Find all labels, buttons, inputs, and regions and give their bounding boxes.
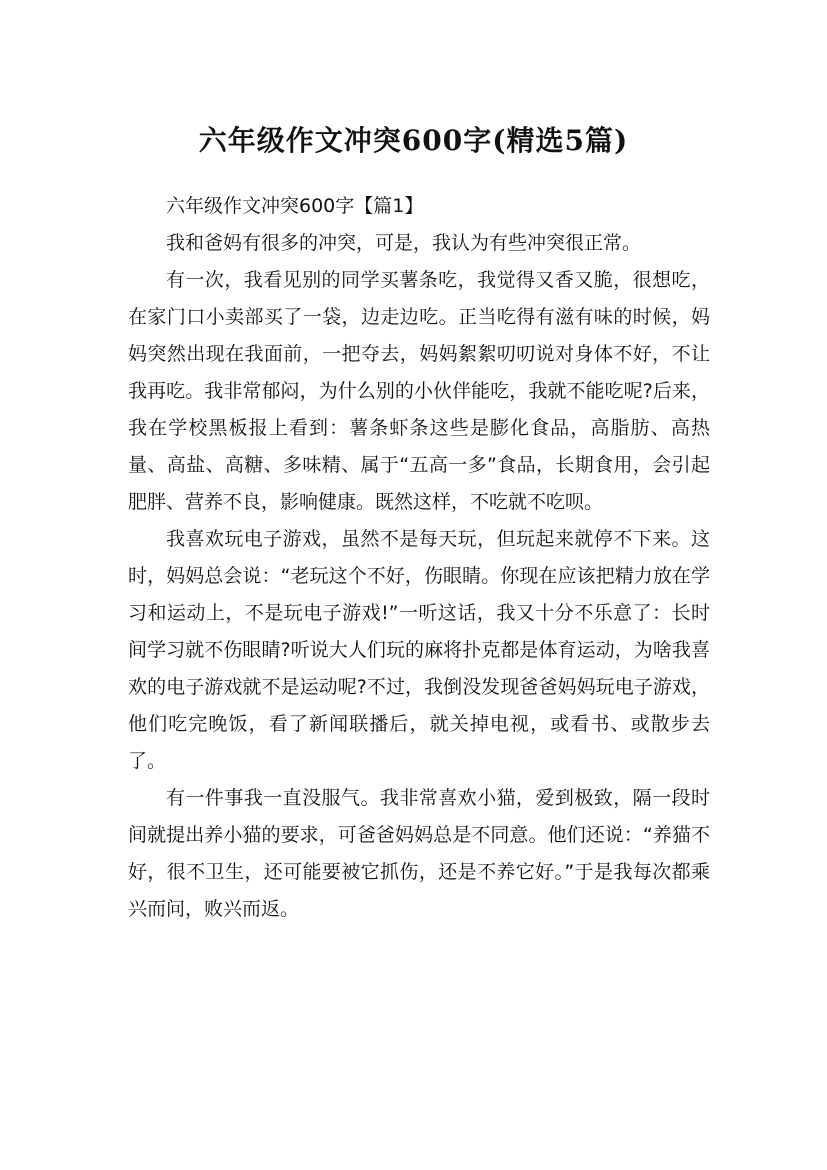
document-title: 六年级作文冲突600字(精选5篇) — [198, 123, 629, 157]
paragraph: 我和爸妈有很多的冲突，可是，我认为有些冲突很正常。 — [166, 232, 642, 254]
section-heading: 六年级作文冲突600字【篇1】 — [166, 195, 424, 217]
paragraph: 我喜欢玩电子游戏，虽然不是每天玩，但玩起来就停不下来。这时，妈妈总会说：“老玩这个不好，伤眼睛。你现在应该把精力放在学习和运动上，不是玩电子游戏!”一听这话，我又十分不乐意了：长时间学习就不伤眼睛?听说大人们玩的麻将扑克都是体育运动，为啥我喜欢的电子游戏就不是运动呢?不过，我倒没发现爸爸妈妈玩电子游戏，他们吃完晚饭，看了新闻联播后，就关掉电视，或看书、或散步去了。 — [128, 528, 710, 772]
paragraph: 有一次，我看见别的同学买薯条吃，我觉得又香又脆，很想吃，在家门口小卖部买了一袋，边走边吃。正当吃得有滋有味的时候，妈妈突然出现在我面前，一把夺去，妈妈絮絮叨叨说对身体不好，不让我再吃。我非常郁闷，为什么别的小伙伴能吃，我就不能吃呢?后来，我在学校黑板报上看到：薯条虾条这些是膨化食品，高脂肪、高热量、高盐、高糖、多味精、属于“五高一多”食品，长期食用，会引起肥胖、营养不良，影响健康。既然这样，不吃就不吃呗。 — [128, 269, 710, 513]
paragraph: 有一件事我一直没服气。我非常喜欢小猫，爱到极致，隔一段时间就提出养小猫的要求，可爸爸妈妈总是不同意。他们还说：“养猫不好，很不卫生，还可能要被它抓伤，还是不养它好。”于是我每次都乘兴而问，败兴而返。 — [128, 787, 710, 920]
document-body — [128, 188, 710, 928]
